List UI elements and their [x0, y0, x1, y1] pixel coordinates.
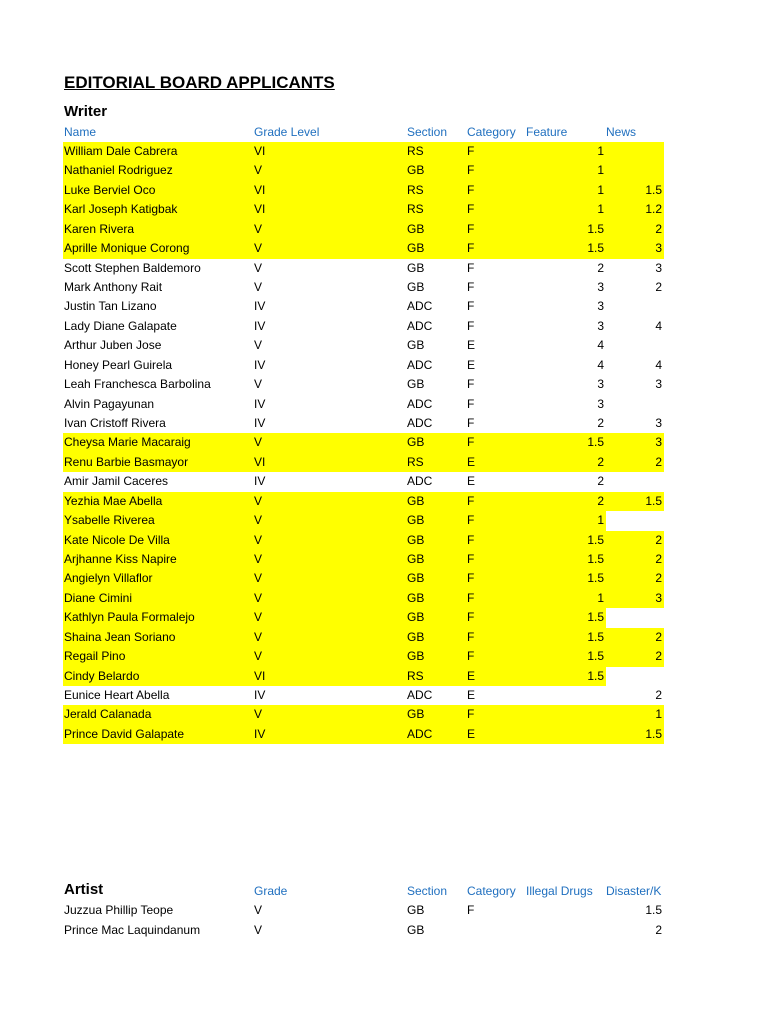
cell-category: F — [467, 280, 475, 294]
cell-feature: 2 — [597, 493, 604, 508]
table-row — [63, 395, 664, 415]
header-section: Section — [407, 125, 448, 139]
cell-category: F — [467, 377, 475, 392]
cell-news: 3 — [655, 416, 662, 431]
cell-disaster: 1.5 — [645, 903, 662, 917]
table-row — [63, 589, 664, 609]
cell-section: GB — [407, 649, 425, 664]
cell-news: 3 — [655, 260, 662, 275]
cell-feature: 1.5 — [587, 552, 604, 567]
table-row — [63, 356, 664, 376]
cell-feature: 1.5 — [587, 629, 604, 644]
cell-grade-level: V — [254, 590, 263, 605]
cell-feature: 1.5 — [587, 241, 604, 256]
table-row — [63, 725, 664, 745]
cell-section: GB — [407, 280, 425, 294]
table-row — [63, 239, 664, 259]
cell-name: Ivan Cristoff Rivera — [64, 416, 166, 431]
cell-feature: 1.5 — [587, 435, 604, 450]
cell-news: 2 — [655, 454, 662, 469]
cell-section: ADC — [407, 318, 433, 333]
table-row — [63, 608, 664, 628]
cell-grade-level: V — [254, 532, 263, 547]
table-row — [63, 628, 664, 648]
cell-feature: 1.5 — [587, 221, 604, 236]
cell-feature: 1 — [597, 202, 604, 217]
cell-section: GB — [407, 377, 425, 392]
table-row — [63, 453, 664, 473]
cell-feature: 1 — [597, 182, 604, 197]
cell-name: Angielyn Villaflor — [64, 571, 153, 586]
cell-section: GB — [407, 338, 425, 353]
cell-feature: 1.5 — [587, 649, 604, 664]
cell-grade: V — [254, 922, 263, 937]
cell-news: 3 — [655, 435, 662, 450]
cell-name: Arthur Juben Jose — [64, 338, 162, 353]
table-row — [63, 317, 664, 337]
header-section: Section — [407, 884, 448, 898]
artist-section-title: Artist — [64, 881, 104, 898]
cell-name: Shaina Jean Soriano — [64, 629, 176, 644]
table-row — [63, 375, 664, 395]
cell-category: F — [467, 532, 475, 547]
cell-news: 3 — [655, 590, 662, 605]
table-row — [63, 921, 664, 941]
cell-grade-level: IV — [254, 357, 266, 372]
cell-category: F — [467, 435, 475, 450]
cell-grade-level: V — [254, 221, 263, 236]
cell-section: GB — [407, 493, 425, 508]
cell-news: 2 — [655, 280, 662, 294]
cell-grade-level: IV — [254, 299, 266, 314]
cell-grade-level: IV — [254, 688, 266, 703]
cell-news: 1.5 — [645, 726, 662, 741]
cell-news: 2 — [655, 688, 662, 703]
cell-feature: 1 — [597, 513, 604, 528]
cell-news: 2 — [655, 629, 662, 644]
artist-header-row — [63, 882, 664, 902]
cell-name: Kathlyn Paula Formalejo — [64, 610, 195, 625]
cell-name: Luke Berviel Oco — [64, 182, 156, 197]
writer-section-title: Writer — [64, 103, 108, 120]
table-row — [63, 705, 664, 725]
cell-name: Arjhanne Kiss Napire — [64, 552, 177, 567]
cell-category: E — [467, 474, 476, 489]
cell-category: F — [467, 182, 475, 197]
cell-category: E — [467, 726, 476, 741]
cell-category: E — [467, 668, 476, 683]
header-grade: Grade — [254, 884, 288, 898]
table-row — [63, 569, 664, 589]
cell-name: Prince David Galapate — [64, 726, 185, 741]
cell-category: F — [467, 241, 475, 256]
cell-category: E — [467, 357, 476, 372]
cell-grade-level: VI — [254, 202, 266, 217]
cell-category: E — [467, 338, 476, 353]
cell-section: GB — [407, 513, 425, 528]
table-row — [63, 647, 664, 667]
cell-news: 3 — [655, 241, 662, 256]
cell-category: F — [467, 707, 475, 722]
table-row — [63, 297, 664, 317]
table-row — [63, 259, 664, 279]
cell-feature: 2 — [597, 454, 604, 469]
cell-category: F — [467, 416, 475, 431]
cell-grade-level: V — [254, 280, 263, 294]
cell-section: GB — [407, 922, 425, 937]
table-row — [63, 336, 664, 356]
cell-name: Renu Barbie Basmayor — [64, 454, 189, 469]
cell-feature: 1 — [597, 144, 604, 158]
cell-name: Honey Pearl Guirela — [64, 357, 173, 372]
cell-section: RS — [407, 202, 424, 217]
cell-feature: 3 — [597, 318, 604, 333]
cell-section: ADC — [407, 416, 433, 431]
cell-category: F — [467, 202, 475, 217]
cell-category: F — [467, 590, 475, 605]
cell-grade-level: V — [254, 163, 263, 178]
cell-section: RS — [407, 454, 424, 469]
cell-news: 2 — [655, 221, 662, 236]
cell-grade-level: V — [254, 707, 263, 722]
cell-grade-level: V — [254, 493, 263, 508]
cell-name: Mark Anthony Rait — [64, 280, 163, 294]
cell-section: RS — [407, 182, 424, 197]
table-row — [63, 901, 664, 921]
table-row — [63, 433, 664, 453]
header-name: Name — [64, 125, 97, 139]
cell-feature: 1 — [597, 590, 604, 605]
cell-category: F — [467, 260, 475, 275]
header-grade-level: Grade Level — [254, 125, 320, 139]
cell-section: GB — [407, 221, 425, 236]
cell-disaster: 2 — [655, 922, 662, 937]
cell-feature: 3 — [597, 377, 604, 392]
cell-news: 2 — [655, 552, 662, 567]
cell-feature: 2 — [597, 260, 604, 275]
cell-grade-level: V — [254, 610, 263, 625]
cell-grade-level: V — [254, 649, 263, 664]
cell-name: Leah Franchesca Barbolina — [64, 377, 211, 392]
cell-grade-level: IV — [254, 726, 266, 741]
cell-name: Jerald Calanada — [64, 707, 152, 722]
header-category: Category — [467, 125, 516, 139]
cell-section: ADC — [407, 474, 433, 489]
cell-news: 4 — [655, 318, 662, 333]
cell-section: ADC — [407, 688, 433, 703]
cell-section: RS — [407, 668, 424, 683]
cell-name: Juzzua Phillip Teope — [64, 903, 174, 917]
cell-category: F — [467, 221, 475, 236]
cell-section: RS — [407, 144, 424, 158]
cell-category: F — [467, 299, 475, 314]
cell-name: Nathaniel Rodriguez — [64, 163, 173, 178]
cell-section: GB — [407, 163, 425, 178]
cell-category: F — [467, 318, 475, 333]
header-feature: Feature — [526, 125, 568, 139]
cell-category: F — [467, 903, 475, 917]
cell-name: Ysabelle Riverea — [64, 513, 155, 528]
cell-grade-level: V — [254, 513, 263, 528]
table-row — [63, 492, 664, 512]
cell-feature: 1.5 — [587, 532, 604, 547]
cell-news: 1.2 — [645, 202, 662, 217]
cell-grade-level: VI — [254, 668, 266, 683]
table-row — [63, 200, 664, 220]
cell-name: Karen Rivera — [64, 221, 135, 236]
cell-news: 2 — [655, 649, 662, 664]
cell-section: GB — [407, 707, 425, 722]
cell-grade-level: V — [254, 629, 263, 644]
table-row — [63, 550, 664, 570]
cell-name: Aprille Monique Corong — [64, 241, 190, 256]
cell-name: Karl Joseph Katigbak — [64, 202, 178, 217]
cell-grade-level: V — [254, 241, 263, 256]
cell-news: 3 — [655, 377, 662, 392]
page-title: EDITORIAL BOARD APPLICANTS — [64, 73, 335, 92]
cell-name: Scott Stephen Baldemoro — [64, 260, 201, 275]
cell-name: Diane Cimini — [64, 590, 133, 605]
cell-category: F — [467, 163, 475, 178]
cell-section: ADC — [407, 396, 433, 411]
cell-name: Alvin Pagayunan — [64, 396, 155, 411]
cell-grade-level: V — [254, 338, 263, 353]
cell-feature: 2 — [597, 474, 604, 489]
cell-grade-level: V — [254, 571, 263, 586]
table-row — [63, 181, 664, 201]
cell-grade-level: IV — [254, 416, 266, 431]
cell-section: GB — [407, 435, 425, 450]
cell-name: Kate Nicole De Villa — [64, 532, 170, 547]
header-illegal-drugs: Illegal Drugs — [526, 884, 593, 898]
cell-category: F — [467, 493, 475, 508]
table-row — [63, 161, 664, 181]
cell-feature: 4 — [597, 357, 604, 372]
cell-section: GB — [407, 590, 425, 605]
cell-category: F — [467, 552, 475, 567]
cell-grade-level: IV — [254, 474, 266, 489]
cell-feature: 3 — [597, 396, 604, 411]
cell-name: Cindy Belardo — [64, 668, 140, 683]
cell-name: Cheysa Marie Macaraig — [64, 435, 191, 450]
cell-grade-level: V — [254, 552, 263, 567]
cell-section: ADC — [407, 357, 433, 372]
cell-feature: 1 — [597, 163, 604, 178]
cell-section: ADC — [407, 299, 433, 314]
cell-category: F — [467, 396, 475, 411]
cell-grade: V — [254, 903, 263, 917]
cell-name: Prince Mac Laquindanum — [64, 922, 201, 937]
cell-category: F — [467, 513, 475, 528]
table-row — [63, 414, 664, 434]
cell-name: Regail Pino — [64, 649, 126, 664]
header-category: Category — [467, 884, 516, 898]
cell-news: 2 — [655, 571, 662, 586]
table-row — [63, 511, 664, 531]
cell-name: Justin Tan Lizano — [64, 299, 157, 314]
cell-feature: 3 — [597, 299, 604, 314]
cell-grade-level: IV — [254, 318, 266, 333]
cell-name: Eunice Heart Abella — [64, 688, 170, 703]
cell-feature: 1.5 — [587, 668, 604, 683]
cell-name: Amir Jamil Caceres — [64, 474, 169, 489]
cell-feature: 1.5 — [587, 610, 604, 625]
cell-news: 1.5 — [645, 182, 662, 197]
cell-feature: 1.5 — [587, 571, 604, 586]
header-disaster: Disaster/K — [606, 884, 662, 898]
cell-feature: 3 — [597, 280, 604, 294]
table-row — [63, 667, 664, 687]
table-row — [63, 686, 664, 706]
table-row — [63, 142, 664, 162]
writer-header-row — [63, 123, 664, 143]
table-row — [63, 472, 664, 492]
cell-section: GB — [407, 903, 425, 917]
cell-section: GB — [407, 532, 425, 547]
table-row — [63, 278, 664, 298]
cell-category: F — [467, 649, 475, 664]
cell-feature: 2 — [597, 416, 604, 431]
cell-grade-level: VI — [254, 454, 266, 469]
cell-category: F — [467, 571, 475, 586]
table-row — [63, 220, 664, 240]
cell-section: GB — [407, 571, 425, 586]
cell-section: GB — [407, 610, 425, 625]
cell-category: F — [467, 629, 475, 644]
cell-section: GB — [407, 629, 425, 644]
cell-category: F — [467, 144, 475, 158]
cell-grade-level: V — [254, 260, 263, 275]
cell-grade-level: V — [254, 377, 263, 392]
table-row — [63, 531, 664, 551]
cell-section: GB — [407, 552, 425, 567]
cell-category: E — [467, 688, 476, 703]
cell-grade-level: V — [254, 435, 263, 450]
cell-section: ADC — [407, 726, 433, 741]
cell-section: GB — [407, 241, 425, 256]
cell-name: William Dale Cabrera — [64, 144, 178, 158]
cell-news: 1 — [655, 707, 662, 722]
header-news: News — [606, 125, 637, 139]
cell-category: E — [467, 454, 476, 469]
cell-name: Yezhia Mae Abella — [64, 493, 163, 508]
cell-grade-level: IV — [254, 396, 266, 411]
cell-grade-level: VI — [254, 182, 266, 197]
cell-section: GB — [407, 260, 425, 275]
cell-news: 4 — [655, 357, 662, 372]
cell-feature: 4 — [597, 338, 604, 353]
cell-news: 2 — [655, 532, 662, 547]
cell-grade-level: VI — [254, 144, 266, 158]
cell-news: 1.5 — [645, 493, 662, 508]
cell-name: Lady Diane Galapate — [64, 318, 177, 333]
cell-category: F — [467, 610, 475, 625]
